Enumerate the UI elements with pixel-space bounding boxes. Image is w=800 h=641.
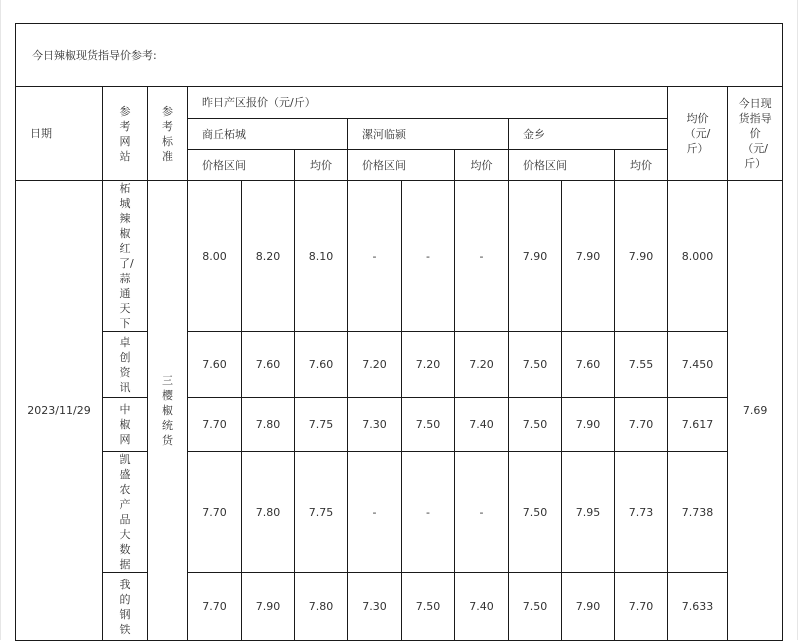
- table-row: [16, 573, 783, 641]
- row-avg-cell: 7.450: [668, 332, 728, 398]
- m3-low-cell: 7.50: [509, 573, 562, 641]
- m1-avg-cell: 7.75: [295, 398, 348, 452]
- m3-low-cell: 7.90: [509, 181, 562, 332]
- header-row-1: [16, 87, 783, 119]
- site-cell: [103, 181, 148, 332]
- header-date-label: 日期: [30, 127, 52, 140]
- m1-avg-cell: 7.75: [295, 452, 348, 573]
- row-avg-cell: 7.617: [668, 398, 728, 452]
- header-date: [16, 87, 103, 181]
- m2-low-cell: 7.30: [348, 573, 402, 641]
- table-row: [16, 332, 783, 398]
- row-avg-cell: 7.633: [668, 573, 728, 641]
- m1-high-cell: 7.90: [242, 573, 295, 641]
- m1-high-cell: 7.60: [242, 332, 295, 398]
- site-cell: [103, 398, 148, 452]
- m2-high-cell: -: [402, 452, 455, 573]
- m2-avg-cell: 7.40: [455, 398, 509, 452]
- header-overall-avg-label: 均价（元/斤）: [684, 112, 711, 155]
- row-avg-cell: 7.738: [668, 452, 728, 573]
- site-label: 我的钢铁: [119, 577, 131, 636]
- m2-high-cell: 7.50: [402, 573, 455, 641]
- header-market-luohe: 漯河临颍: [348, 119, 509, 150]
- header-site: [103, 87, 148, 181]
- header-yesterday-region: 昨日产区报价（元/斤）: [188, 87, 668, 119]
- m2-low-cell: -: [348, 181, 402, 332]
- m3-high-cell: 7.95: [562, 452, 615, 573]
- header-market-jinxiang: 金乡: [509, 119, 668, 150]
- header-site-label: 参考网站: [119, 104, 131, 163]
- m3-low-cell: 7.50: [509, 452, 562, 573]
- header-m3-avg: 均价: [615, 150, 668, 181]
- m2-avg-cell: -: [455, 452, 509, 573]
- m3-avg-cell: 7.90: [615, 181, 668, 332]
- table-title: 今日辣椒现货指导价参考:: [16, 24, 783, 87]
- header-overall-avg: [668, 87, 728, 181]
- m1-high-cell: 8.20: [242, 181, 295, 332]
- m2-low-cell: -: [348, 452, 402, 573]
- site-label: 凯盛农产品大数据: [119, 453, 131, 571]
- m3-low-cell: 7.50: [509, 398, 562, 452]
- m2-avg-cell: 7.20: [455, 332, 509, 398]
- m3-high-cell: 7.90: [562, 573, 615, 641]
- site-label: 中椒网: [119, 403, 131, 446]
- site-cell: [103, 332, 148, 398]
- header-market-shangqiu: 商丘柘城: [188, 119, 348, 150]
- header-m1-range: 价格区间: [188, 150, 295, 181]
- table-row: [16, 181, 783, 332]
- m1-low-cell: 7.70: [188, 452, 242, 573]
- m3-high-cell: 7.90: [562, 398, 615, 452]
- m1-low-cell: 7.60: [188, 332, 242, 398]
- m1-avg-cell: 7.60: [295, 332, 348, 398]
- table-row: [16, 398, 783, 452]
- price-table: [15, 23, 783, 641]
- m1-avg-cell: 7.80: [295, 573, 348, 641]
- m2-low-cell: 7.20: [348, 332, 402, 398]
- header-m1-avg: 均价: [295, 150, 348, 181]
- m2-low-cell: 7.30: [348, 398, 402, 452]
- site-label: 卓创资讯: [119, 335, 131, 394]
- header-m2-range: 价格区间: [348, 150, 455, 181]
- m3-high-cell: 7.60: [562, 332, 615, 398]
- m1-low-cell: 7.70: [188, 573, 242, 641]
- m2-high-cell: -: [402, 181, 455, 332]
- m1-low-cell: 8.00: [188, 181, 242, 332]
- standard-cell: [148, 181, 188, 641]
- standard-label: 三樱椒统货: [162, 374, 173, 447]
- row-avg-cell: 8.000: [668, 181, 728, 332]
- m3-avg-cell: 7.55: [615, 332, 668, 398]
- m3-low-cell: 7.50: [509, 332, 562, 398]
- m1-high-cell: 7.80: [242, 398, 295, 452]
- header-standard: [148, 87, 188, 181]
- header-m3-range: 价格区间: [509, 150, 615, 181]
- m1-low-cell: 7.70: [188, 398, 242, 452]
- m2-high-cell: 7.20: [402, 332, 455, 398]
- header-today-guide-label: 今日现货指导价（元/斤）: [738, 97, 772, 170]
- site-label: 柘城辣椒红了/蒜通天下: [119, 182, 134, 330]
- today-price-cell: 7.69: [728, 181, 783, 641]
- m1-high-cell: 7.80: [242, 452, 295, 573]
- m2-avg-cell: 7.40: [455, 573, 509, 641]
- m2-high-cell: 7.50: [402, 398, 455, 452]
- m3-high-cell: 7.90: [562, 181, 615, 332]
- m1-avg-cell: 8.10: [295, 181, 348, 332]
- m2-avg-cell: -: [455, 181, 509, 332]
- header-today-guide: [728, 87, 783, 181]
- table-row: [16, 452, 783, 573]
- site-cell: [103, 573, 148, 641]
- m3-avg-cell: 7.73: [615, 452, 668, 573]
- title-row: [16, 24, 783, 87]
- header-standard-label: 参考标准: [162, 104, 173, 163]
- site-cell: [103, 452, 148, 573]
- m3-avg-cell: 7.70: [615, 398, 668, 452]
- m3-avg-cell: 7.70: [615, 573, 668, 641]
- header-m2-avg: 均价: [455, 150, 509, 181]
- date-cell: 2023/11/29: [16, 181, 103, 641]
